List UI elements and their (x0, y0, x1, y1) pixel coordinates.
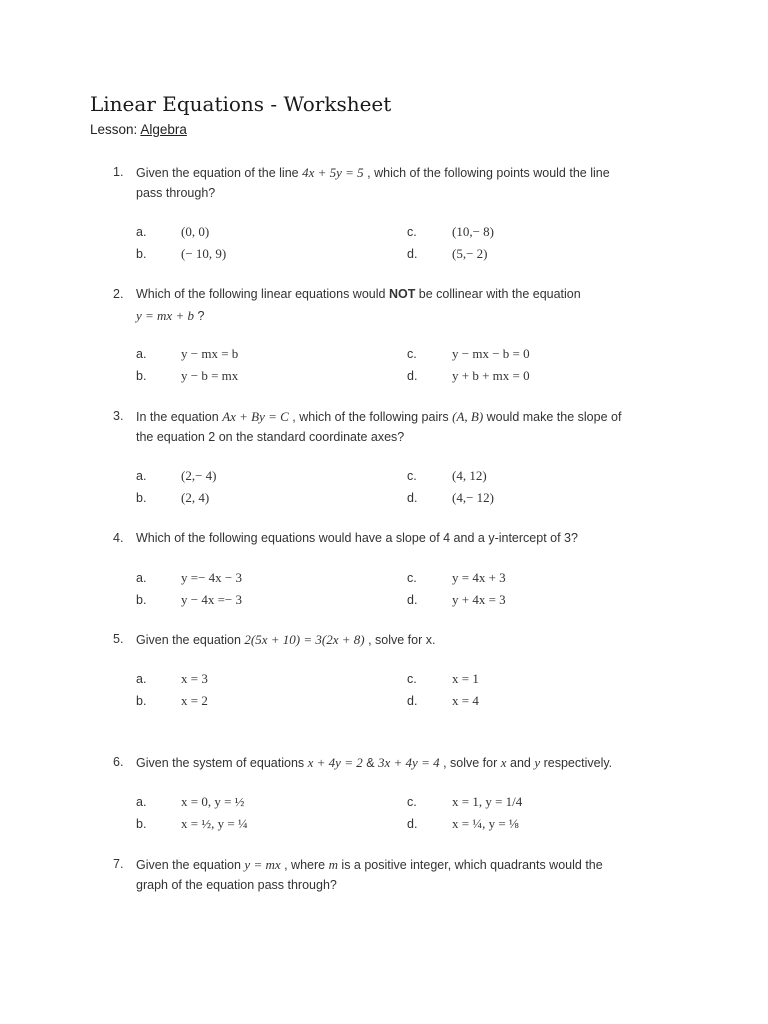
text-segment: In the equation (136, 410, 223, 424)
math-expression: y = mx (244, 857, 281, 872)
question-number: 2. (113, 287, 124, 301)
option-letter: d. (407, 817, 418, 831)
question-number: 1. (113, 165, 124, 179)
text-segment: would make the slope of (483, 410, 622, 424)
text-segment: , solve for (439, 756, 501, 770)
question-text-line-1 (136, 632, 435, 648)
text-segment: ? (193, 309, 205, 323)
option-letter: b. (136, 491, 147, 505)
option-letter: d. (407, 369, 418, 383)
lesson-line (90, 122, 187, 137)
question-text-line-1 (136, 165, 610, 181)
option-letter: c. (407, 795, 417, 809)
text-segment: , solve for x. (364, 633, 436, 647)
math-expression: x + 4y = 2 (307, 755, 363, 770)
option-letter: c. (407, 469, 417, 483)
option-value: y =− 4x − 3 (181, 570, 242, 585)
text-segment: Given the equation (136, 858, 245, 872)
math-expression: y = mx + b (136, 308, 194, 323)
option-letter: a. (136, 469, 147, 483)
option-value: x = 4 (452, 693, 479, 708)
question-number: 4. (113, 531, 124, 545)
emphasis-text: NOT (388, 287, 416, 301)
option-letter: c. (407, 225, 417, 239)
option-value: x = ½, y = ¼ (181, 816, 248, 831)
option-value: x = ¼, y = ⅛ (452, 816, 519, 831)
option-value: (4,− 12) (452, 490, 494, 505)
option-value: (− 10, 9) (181, 246, 227, 261)
option-letter: a. (136, 225, 147, 239)
option-value: (5,− 2) (452, 246, 488, 261)
text-segment: graph of the equation pass through? (136, 878, 337, 892)
option-letter: b. (136, 593, 147, 607)
option-letter: c. (407, 571, 417, 585)
math-expression: 3x + 4y = 4 (378, 755, 440, 770)
text-segment: , which of the following pairs (288, 410, 453, 424)
option-letter: d. (407, 491, 418, 505)
text-segment: Which of the following linear equations would (136, 287, 389, 301)
question-text-line-1 (136, 755, 612, 771)
option-letter: a. (136, 795, 147, 809)
math-expression: Ax + By = C (222, 409, 289, 424)
option-value: (2, 4) (181, 490, 210, 505)
text-segment: the equation 2 on the standard coordinate axes? (136, 430, 405, 444)
question-text-line-1 (136, 409, 621, 425)
text-segment: is a positive integer, which quadrants would the (337, 858, 603, 872)
option-value: y = 4x + 3 (452, 570, 506, 585)
option-value: y − 4x =− 3 (181, 592, 242, 607)
question-text-line-1 (136, 287, 581, 301)
option-letter: d. (407, 593, 418, 607)
option-letter: a. (136, 347, 147, 361)
text-segment: Given the equation (136, 633, 245, 647)
question-text-line-2 (136, 878, 337, 892)
option-value: x = 2 (181, 693, 208, 708)
math-expression: x (500, 755, 507, 770)
option-value: (10,− 8) (452, 224, 494, 239)
option-value: y − mx − b = 0 (452, 346, 530, 361)
option-value: (2,− 4) (181, 468, 217, 483)
text-segment: , which of the following points would the line (363, 166, 610, 180)
math-expression: y (534, 755, 541, 770)
option-letter: d. (407, 247, 418, 261)
worksheet-title: Linear Equations - Worksheet (90, 92, 392, 116)
text-segment: and (506, 756, 535, 770)
question-number: 5. (113, 632, 124, 646)
question-number: 6. (113, 755, 124, 769)
text-segment: respectively. (540, 756, 613, 770)
option-value: (4, 12) (452, 468, 487, 483)
option-value: y + b + mx = 0 (452, 368, 530, 383)
option-letter: a. (136, 571, 147, 585)
text-segment: Given the system of equations (136, 756, 308, 770)
option-value: y − b = mx (181, 368, 239, 383)
option-value: x = 1, y = 1/4 (452, 794, 523, 809)
option-value: x = 0, y = ½ (181, 794, 245, 809)
option-value: (0, 0) (181, 224, 210, 239)
option-letter: b. (136, 247, 147, 261)
option-letter: b. (136, 817, 147, 831)
math-expression: 4x + 5y = 5 (302, 165, 364, 180)
option-letter: c. (407, 347, 417, 361)
question-text-line-1 (136, 857, 603, 873)
question-text-line-2 (136, 430, 404, 444)
text-segment: Given the equation of the line (136, 166, 303, 180)
text-segment: , where (280, 858, 329, 872)
question-text-line-1 (136, 531, 578, 545)
option-letter: c. (407, 672, 417, 686)
text-segment: & (362, 756, 379, 770)
option-value: x = 3 (181, 671, 208, 686)
option-value: y + 4x = 3 (452, 592, 506, 607)
text-segment: Which of the following equations would have a slope of 4 and a y-intercept of 3? (136, 531, 578, 545)
math-expression: 2(5x + 10) = 3(2x + 8) (244, 632, 365, 647)
text-segment: be collinear with the equation (415, 287, 581, 301)
math-expression: m (328, 857, 338, 872)
option-letter: a. (136, 672, 147, 686)
lesson-label: Lesson: (90, 122, 138, 137)
option-value: x = 1 (452, 671, 479, 686)
lesson-link[interactable]: Algebra (140, 122, 187, 137)
option-value: y − mx = b (181, 346, 239, 361)
math-expression: (A, B) (452, 409, 484, 424)
option-letter: d. (407, 694, 418, 708)
question-number: 7. (113, 857, 124, 871)
option-letter: b. (136, 694, 147, 708)
text-segment: pass through? (136, 186, 216, 200)
question-text-line-2 (136, 308, 204, 324)
question-text-line-2 (136, 186, 215, 200)
question-number: 3. (113, 409, 124, 423)
option-letter: b. (136, 369, 147, 383)
